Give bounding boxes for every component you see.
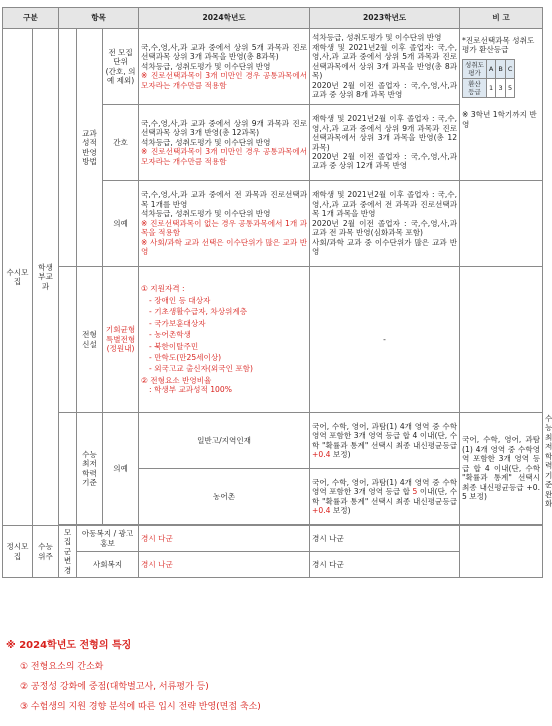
group-change: 모집군변경 (59, 526, 77, 578)
new-type-group: 전형신설 (77, 267, 103, 413)
csat-rural-2024: 국어, 수학, 영어, 과탐(1) 4개 영역 중 수학영역 포함한 3개 영역 등급 합 5 이내(단, 수학 "확률과 통계" 선택시 최종 내신평균등급 +0.4 보정) (310, 469, 460, 525)
grade-method-group: 교과성적반영방법 (77, 29, 103, 267)
csat-2023: 국어, 수학, 영어, 과탐(1) 4개 영역 중 수학영역 포함한 3개 영역 등급 합 4 이내(단, 수학 "확률과 통계" 선택시 최종 내신평균등급 +0.5 보정) (460, 413, 543, 525)
list-item: - 장애인 등 대상자 (149, 295, 211, 305)
conversion-table: 성취도 평가 A B C 환산 등급 1 3 5 (462, 59, 515, 99)
list-item: - 기초생활수급자, 차상위계층 (149, 307, 248, 317)
jeongsi-label: 정시모집 (3, 526, 33, 578)
feature-item: ② 공정성 강화에 중점(대학별고사, 서류평가 등) (20, 682, 209, 692)
jeongsi-sub: 수능위주 (33, 526, 59, 578)
nursing-2023: 재학생 및 2021년2월 이후 졸업자 : 국,수,영,사,과 교과 중에서 상위 9개 과목과 진로선택과목에서 상위 3개 과목을 반영(총 12과목) 2020년 2월 이전 졸업자 : 국,수,영,사,과 교과 중 상위 12개 과목 반영 (310, 105, 460, 181)
medicine-2023: 재학생 및 2021년2월 이후 졸업자 : 국,수,영,사,과 교과 중에서 전 과목과 진로선택과목 1개 과목을 반영 2020년 2월 이전 졸업자 : 국,수,영,사,과 교과 전 과목 반영(심화과목 포함) 사회/과학 교과 중 이수단위가 많은 교과 반영 (310, 181, 460, 267)
csat-general-2024: 국어, 수학, 영어, 과탐(1) 4개 영역 중 수학영역 포함한 3개 영역 등급 합 4 이내(단, 수학 "확률과 통계" 선택시 최종 내신평균등급 +0.4 보정) (310, 413, 460, 469)
csat-rural-label: 농어촌 (139, 469, 310, 525)
header-2024: 2024학년도 (139, 8, 310, 29)
jeongsi-2024-1: 경시 다군 (139, 526, 310, 552)
susi-label: 수시모집 (3, 29, 33, 526)
row-jeongsi-1 (3, 526, 543, 552)
mini-h1: 성취도 평가 (463, 59, 487, 78)
list-item: - 북한이탈주민 (149, 341, 199, 351)
features-title: ※ 2024학년도 전형의 특징 (6, 640, 132, 651)
header-note: 비 고 (460, 8, 543, 29)
csat-dept: 의예 (103, 413, 139, 525)
header-row (3, 8, 543, 29)
row-all-units (3, 29, 543, 105)
csat-group: 수능최저학력기준 (77, 413, 103, 525)
balanced-2023: - (310, 267, 460, 413)
jeongsi-dept-1: 아동복지 / 광고홍보 (77, 526, 139, 552)
note-semester: ※ 3학년 1학기까지 반영 (462, 110, 537, 129)
jeongsi-2023-1: 경시 나군 (310, 526, 460, 552)
header-2023: 2023학년도 (310, 8, 460, 29)
mini-h2: 환산 등급 (463, 79, 487, 98)
feature-item: ① 전형요소의 간소화 (20, 662, 104, 672)
header-category: 구분 (3, 8, 59, 29)
features-section (6, 636, 536, 719)
feature-item: ③ 수험생의 지원 경향 분석에 따른 입시 전략 반영(면접 축소) (20, 702, 261, 712)
csat-general-label: 일반고/지역인재 (139, 413, 310, 469)
admissions-table (2, 7, 552, 578)
susi-sub: 학생부교과 (33, 29, 59, 526)
eligibility-list (141, 296, 307, 374)
list-item: - 국가보훈대상자 (149, 318, 206, 328)
jeongsi-2023-2: 경시 다군 (310, 552, 460, 578)
row-csat-general: 수능최저학력기준 의예 일반고/지역인재 국어, 수학, 영어, 과탐(1) 4개 영역 중 수학영역 포함한 3개 영역 등급 합 4 이내(단, 수학 "확률과 통계" 선택시 최종 내신평균등급 +0.4 보정) 국어, 수학, 영어, 과탐(1) 4개 영역 중 수학영역 포함한 3개 영역 등급 합 4 이내(단, 수학 "확률과 통계" 선택시 최종 내신평균등급 +0.5 보정) 수능최저학력기준 완화 (3, 413, 543, 469)
note-elective: *진로선택과목 성취도 평가 환산등급 (462, 36, 535, 55)
jeongsi-dept-2: 사회복지 (77, 552, 139, 578)
header-item: 항목 (59, 8, 139, 29)
balanced-2024: ① 지원자격 : - 장애인 등 대상자 - 기초생활수급자, 차상위계층 - 국가보훈대상자 - 농어촌학생 - 북한이탈주민 - 만학도(만25세이상) - 외국고교 출신자(외국인 포함) ② 전형요소 반영비율 : 학생부 교과성적 100% (139, 267, 310, 413)
row-balanced (3, 267, 543, 413)
all-2024: 국,수,영,사,과 교과 중에서 상위 5개 과목과 진로선택과목 상위 3개 과목을 반영(총 8과목) 석차등급, 성취도평가 및 이수단위 반영 ※ 진로선택과목이 3개 미만인 경우 공통과목에서 모자라는 개수만큼 적용함 (139, 29, 310, 105)
unit-all-label: 전 모집 단위 (간호, 의예 제외) (103, 29, 139, 105)
list-item: - 농어촌학생 (149, 330, 191, 340)
medicine-2024: 국,수,영,사,과 교과 중에서 전 과목과 진로선택과목 1개를 반영 석차등급, 성취도평가 및 이수단위 반영 ※ 진로선택과목이 없는 경우 공통과목에서 1개 과목을 적용함 ※ 사회/과학 교과 선택은 이수단위가 많은 교과 반영 (139, 181, 310, 267)
list-item: - 만학도(만25세이상) (149, 352, 222, 362)
jeongsi-2024-2: 경시 나군 (139, 552, 310, 578)
unit-medicine-label: 의예 (103, 181, 139, 267)
list-item: - 외국고교 출신자(외국인 포함) (149, 364, 253, 374)
note-cell-grade (460, 29, 543, 181)
all-2023: 석차등급, 성취도평가 및 이수단위 반영 재학생 및 2021년2월 이후 졸업자: 국,수,영,사,과 교과 중에서 상위 5개 과목과 진로선택과목에서 상위 3개 과목을 반영(총 8과목) 2020년 2월 이전 졸업자 : 국,수,영,사,과 교과 중 상위 8개 과목 반영 (310, 29, 460, 105)
unit-nursing-label: 간호 (103, 105, 139, 181)
nursing-2024: 국,수,영,사,과 교과 중에서 상위 9개 과목과 진로선택과목 상위 3개 반영(총 12과목) 석차등급, 성취도평가 및 이수단위 반영 ※ 진로선택과목이 3개 미만인 경우 공통과목에서 모자라는 개수만큼 적용함 (139, 105, 310, 181)
balanced-label: 기회균형 특별전형 (정원내) (103, 267, 139, 413)
